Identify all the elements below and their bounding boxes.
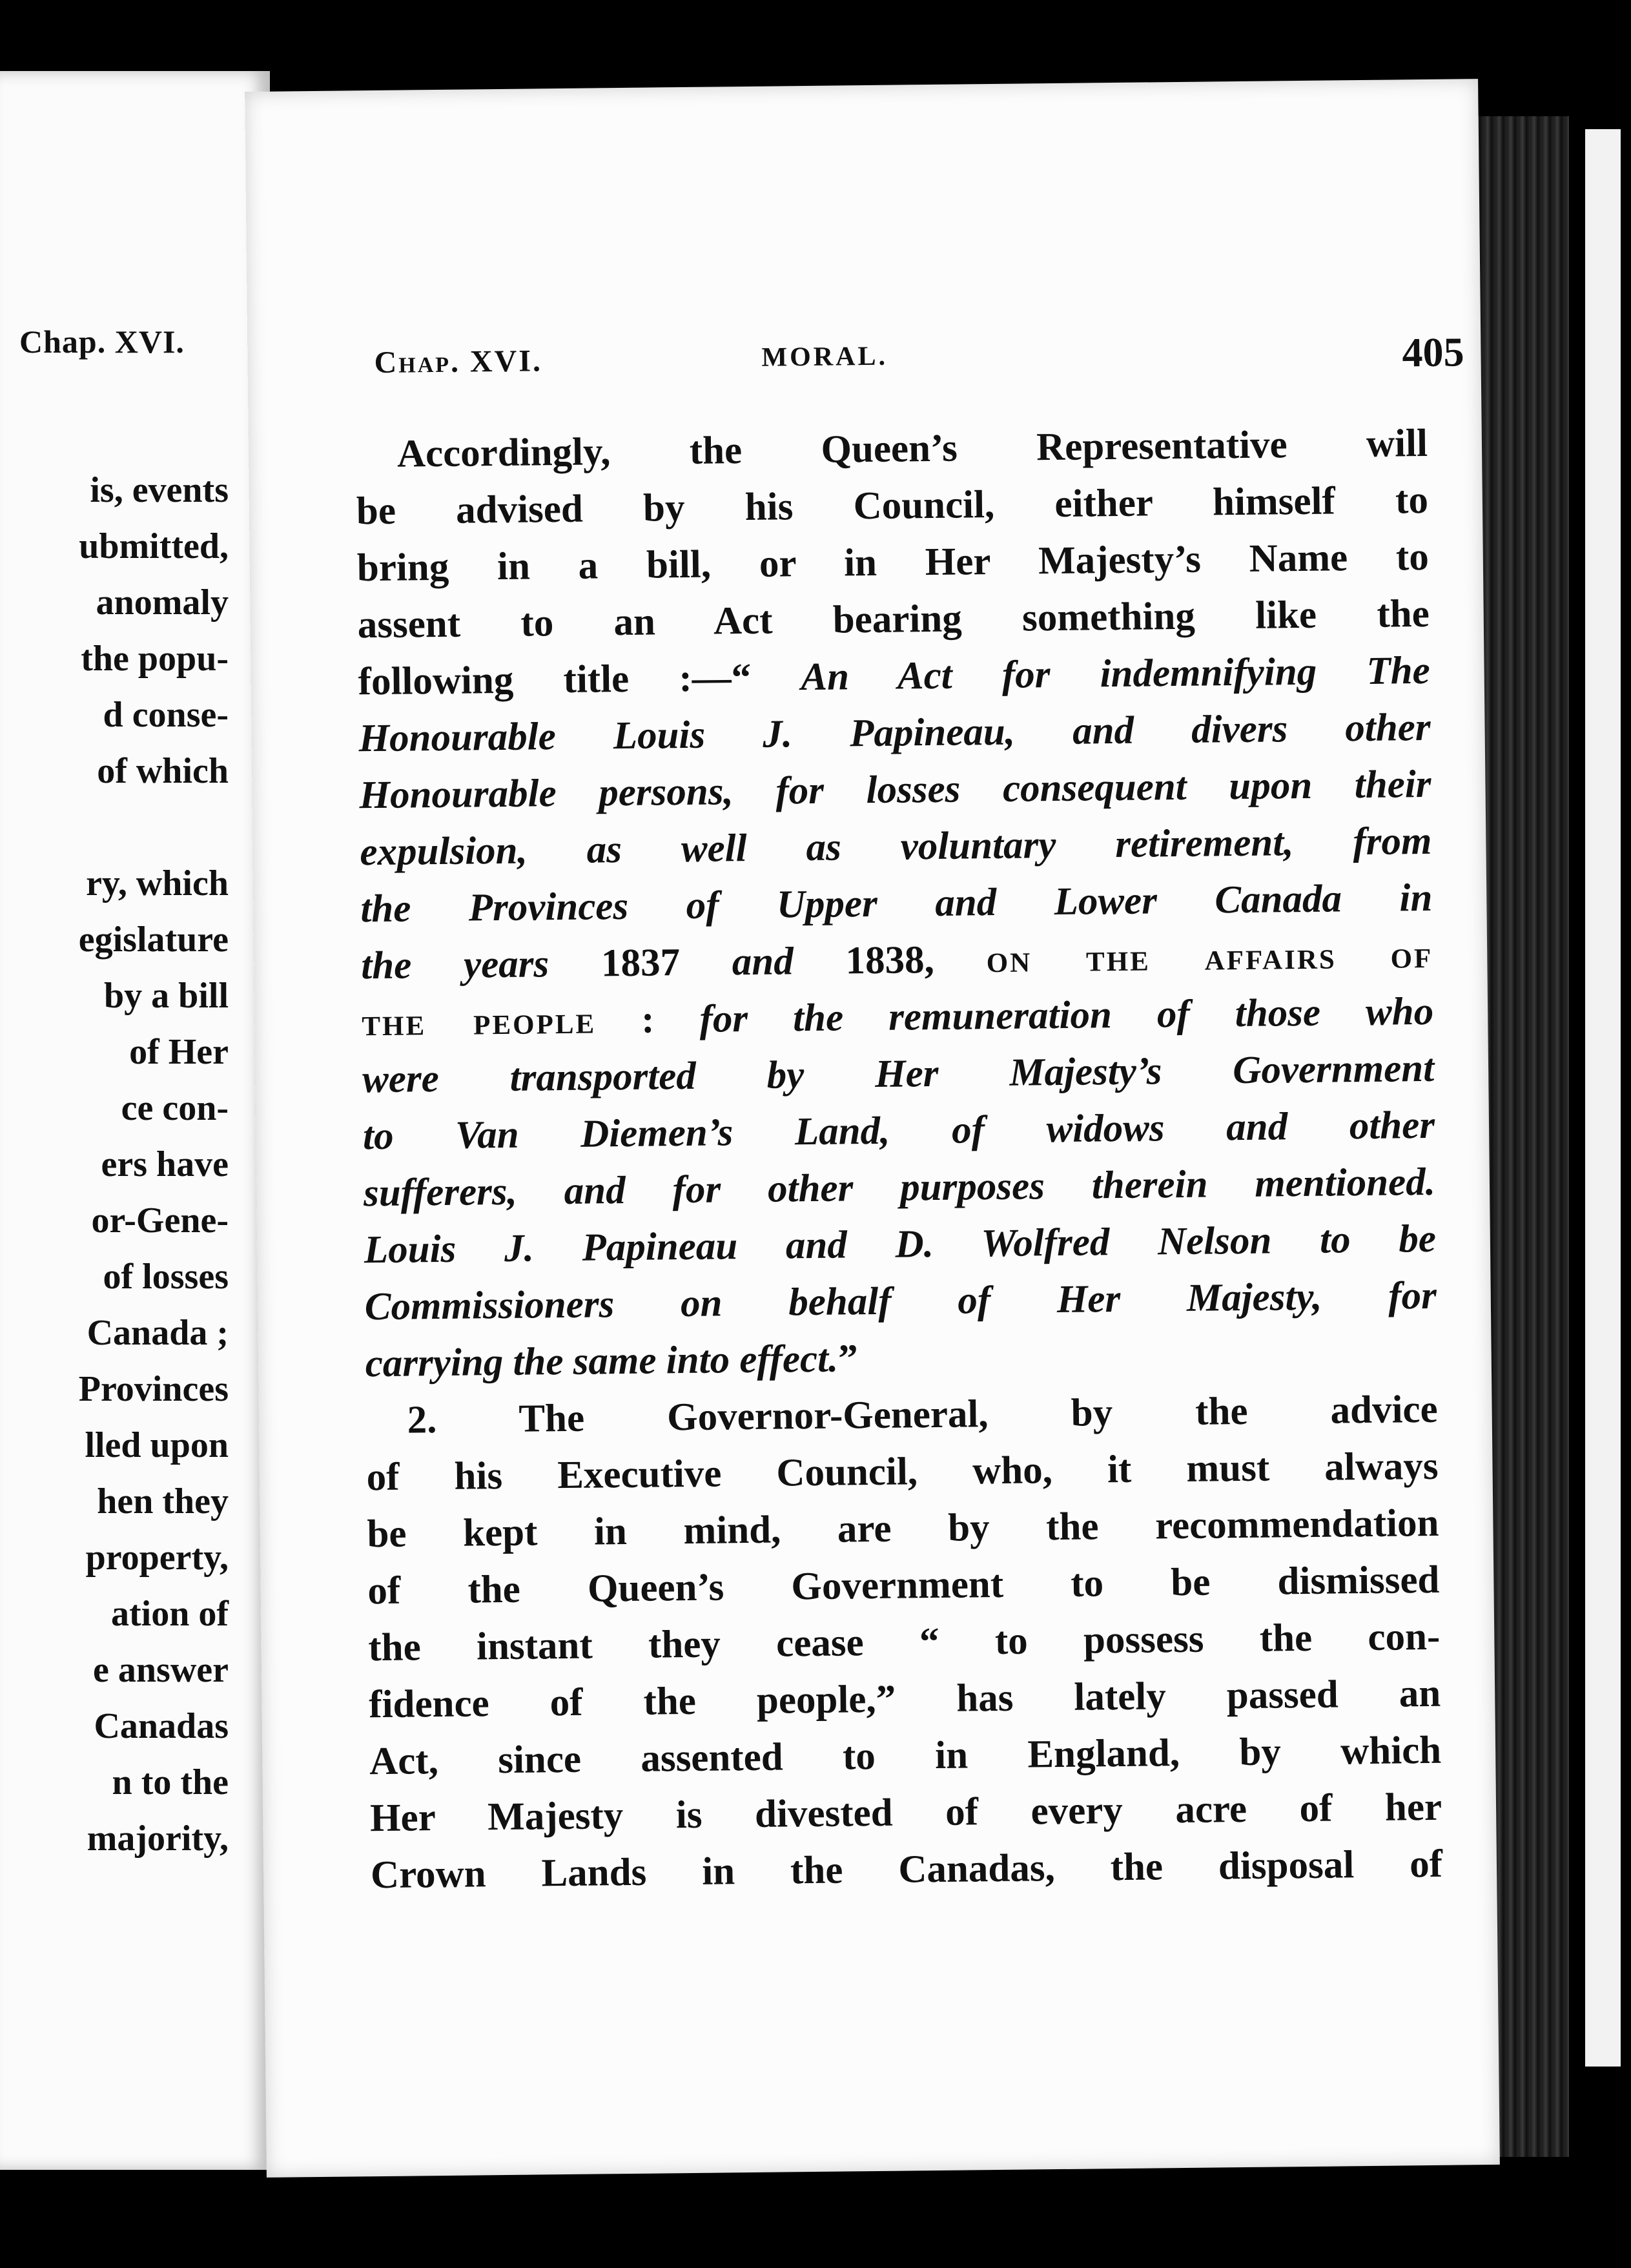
previous-page-line: n to the — [112, 1762, 229, 1802]
text-span: 1837 — [600, 941, 681, 985]
previous-page-line: ubmitted, — [79, 526, 229, 566]
small-caps-span: on the affairs of — [986, 933, 1433, 982]
previous-page-line: or-Gene- — [91, 1201, 229, 1241]
previous-page — [0, 71, 270, 2170]
previous-page-line: hen they — [97, 1481, 229, 1521]
text-line: Her Majesty is divested of every acre of her — [369, 1785, 1442, 1840]
previous-page-line — [79, 799, 229, 856]
italic-span: for the remuneration of those who — [699, 989, 1434, 1041]
previous-page-line: lled upon — [85, 1425, 229, 1465]
italic-span: An Act for indemnifying The — [801, 648, 1430, 699]
next-page-edge — [1585, 129, 1621, 2067]
text-line: of the Queen’s Government to be dismissed — [367, 1558, 1440, 1613]
book-page — [245, 79, 1500, 2178]
previous-page-line: is, events — [90, 470, 229, 510]
text-line: be advised by his Council, either himself to — [356, 478, 1429, 533]
text-line: the Provinces of Upper and Lower Canada in — [360, 876, 1433, 931]
previous-page-line: e answer — [93, 1650, 229, 1690]
text-span: 1838, — [845, 938, 987, 983]
text-line: Honourable persons, for losses consequent upon their — [359, 762, 1431, 818]
text-line: Crown Lands in the Canadas, the disposal of — [370, 1842, 1443, 1897]
running-title: MORAL. — [761, 341, 888, 373]
text-span: : — [595, 997, 700, 1042]
text-line: Honourable Louis J. Papineau, and divers other — [358, 705, 1431, 761]
previous-page-line: Provinces — [78, 1369, 229, 1409]
previous-page-line: ers have — [101, 1144, 229, 1184]
previous-page-line: of Her — [129, 1032, 229, 1072]
page-number: 405 — [1402, 329, 1464, 376]
previous-page-line: of which — [97, 751, 229, 791]
previous-page-line: anomaly — [96, 582, 229, 623]
text-line: were transported by Her Majesty’s Government — [362, 1046, 1435, 1102]
text-line: fidence of the people,” has lately passed an — [368, 1671, 1441, 1727]
text-line: Commissioners on behalf of Her Majesty, for — [364, 1273, 1437, 1329]
page-body — [356, 415, 1443, 1904]
text-line: to Van Diemen’s Land, of widows and other — [362, 1103, 1435, 1159]
previous-page-line: ry, which — [86, 863, 229, 903]
text-line: Accordingly, the Queen’s Representative will — [396, 421, 1428, 476]
running-head — [374, 328, 1472, 391]
text-span: ” — [837, 1337, 859, 1381]
previous-page-text — [79, 462, 229, 1867]
text-line: assent to an Act bearing something like the — [357, 592, 1430, 647]
previous-page-line: d conse- — [103, 695, 229, 735]
text-line: Louis J. Papineau and D. Wolfred Nelson to be — [364, 1217, 1437, 1272]
italic-span: the years — [360, 942, 602, 988]
italic-span: carrying the same into effect. — [365, 1337, 839, 1386]
text-line — [358, 643, 1430, 710]
text-line: bring in a bill, or in Her Majesty’s Name to — [356, 535, 1430, 590]
previous-page-line: egislature — [78, 920, 229, 960]
previous-page-line: by a bill — [104, 976, 229, 1016]
text-line — [362, 984, 1434, 1051]
previous-page-line: of losses — [103, 1257, 229, 1297]
text-line: 2. The Governor-General, by the advice — [407, 1387, 1438, 1442]
text-span: following title :—“ — [358, 655, 801, 704]
text-line: sufferers, and for other purposes therein mentioned. — [363, 1160, 1436, 1215]
text-line: of his Executive Council, who, it must always — [366, 1444, 1439, 1500]
previous-page-line: ce con- — [121, 1088, 229, 1128]
previous-page-running-head: Chap. XVI. — [19, 324, 185, 360]
previous-page-line: Canada ; — [87, 1313, 229, 1353]
chapter-label: Chap. XVI. — [374, 344, 543, 380]
previous-page-line: ation of — [111, 1594, 229, 1634]
text-line — [361, 927, 1433, 995]
previous-page-line: Canadas — [94, 1706, 229, 1746]
previous-page-line: property, — [85, 1538, 229, 1578]
text-line: Act, since assented to in England, by which — [369, 1728, 1442, 1784]
text-line — [365, 1325, 1437, 1392]
text-line: the instant they cease “ to possess the con- — [368, 1614, 1441, 1670]
small-caps-span: the people — [361, 998, 597, 1045]
text-line: be kept in mind, are by the recommendation — [367, 1501, 1439, 1556]
previous-page-line: the popu- — [81, 639, 229, 679]
italic-span: and — [679, 939, 846, 985]
text-line: expulsion, as well as voluntary retirement, from — [360, 819, 1432, 874]
previous-page-line: majority, — [87, 1819, 229, 1859]
